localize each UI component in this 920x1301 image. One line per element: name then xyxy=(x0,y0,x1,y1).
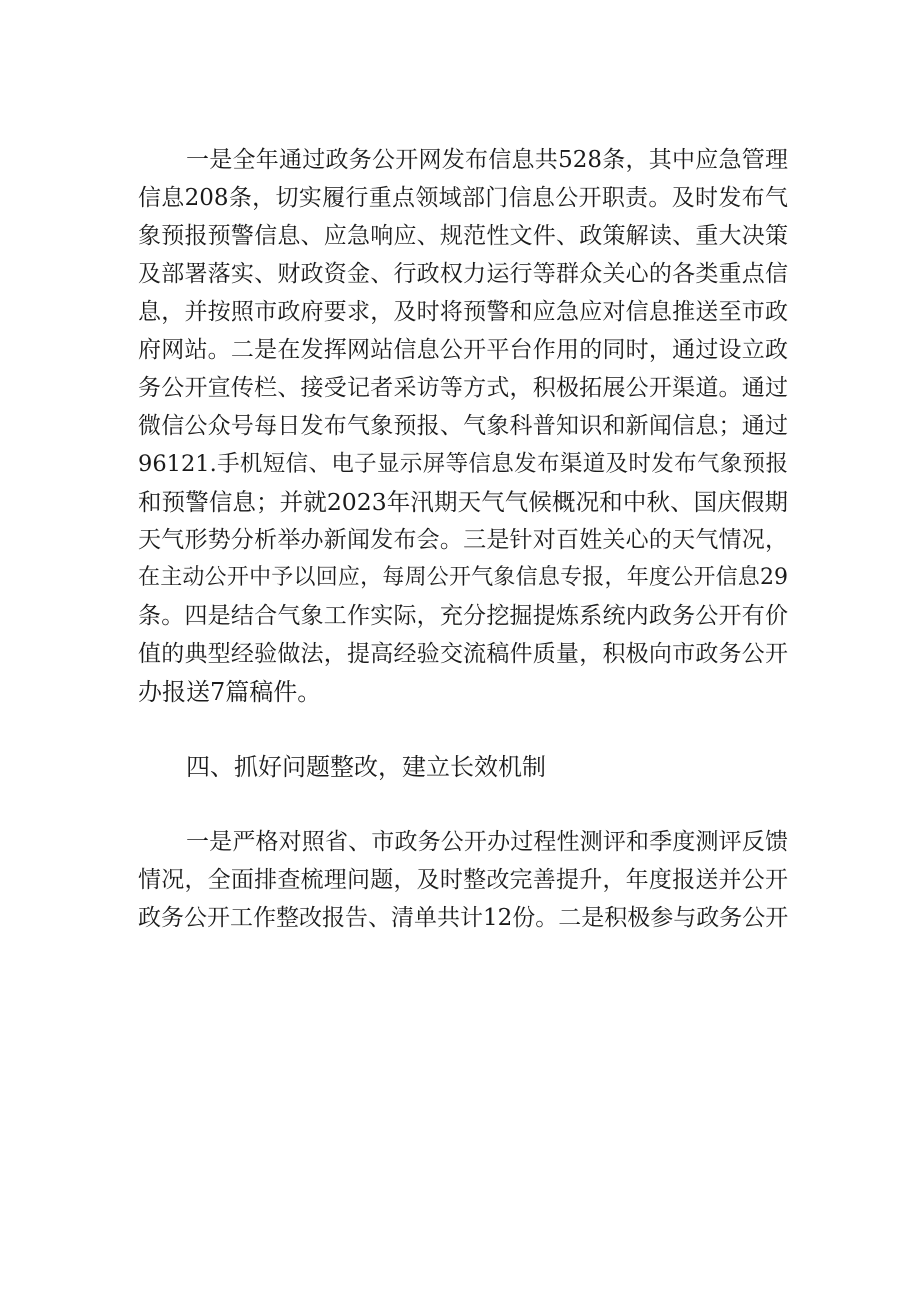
paragraph-line: 象预报预警信息、应急响应、规范性文件、政策解读、重大决策 xyxy=(138,223,788,249)
paragraph-line: 微信公众号每日发布气象预报、气象科普知识和新闻信息；通过 xyxy=(138,413,788,439)
paragraph-line: 条。四是结合气象工作实际，充分挖掘提炼系统内政务公开有价 xyxy=(138,603,788,629)
section-heading: 四、抓好问题整改，建立长效机制 xyxy=(186,753,546,781)
paragraph-line: 务公开宣传栏、接受记者采访等方式，积极拓展公开渠道。通过 xyxy=(138,375,788,401)
paragraph-line: 一是严格对照省、市政务公开办过程性测评和季度测评反馈 xyxy=(186,829,788,855)
paragraph-line: 值的典型经验做法，提高经验交流稿件质量，积极向市政务公开 xyxy=(138,641,788,667)
paragraph-line: 及部署落实、财政资金、行政权力运行等群众关心的各类重点信 xyxy=(138,261,788,287)
paragraph-line: 96121.手机短信、电子显示屏等信息发布渠道及时发布气象预报 xyxy=(138,451,788,477)
paragraph-line: 在主动公开中予以回应，每周公开气象信息专报，年度公开信息29 xyxy=(138,565,788,590)
paragraph-line: 府网站。二是在发挥网站信息公开平台作用的同时，通过设立政 xyxy=(138,337,788,363)
paragraph-line: 一是全年通过政务公开网发布信息共528条，其中应急管理 xyxy=(186,147,788,173)
paragraph-line: 和预警信息；并就2023年汛期天气气候概况和中秋、国庆假期 xyxy=(138,488,788,516)
paragraph-line: 息，并按照市政府要求，及时将预警和应急应对信息推送至市政 xyxy=(138,299,788,325)
paragraph-line: 办报送7篇稿件。 xyxy=(138,678,322,706)
paragraph-line: 政务公开工作整改报告、清单共计12份。二是积极参与政务公开 xyxy=(138,905,789,931)
paragraph-line: 信息208条，切实履行重点领域部门信息公开职责。及时发布气 xyxy=(138,185,788,211)
paragraph-line: 天气形势分析举办新闻发布会。三是针对百姓关心的天气情况， xyxy=(138,527,788,553)
paragraph-line: 情况，全面排查梳理问题，及时整改完善提升，年度报送并公开 xyxy=(138,867,788,893)
